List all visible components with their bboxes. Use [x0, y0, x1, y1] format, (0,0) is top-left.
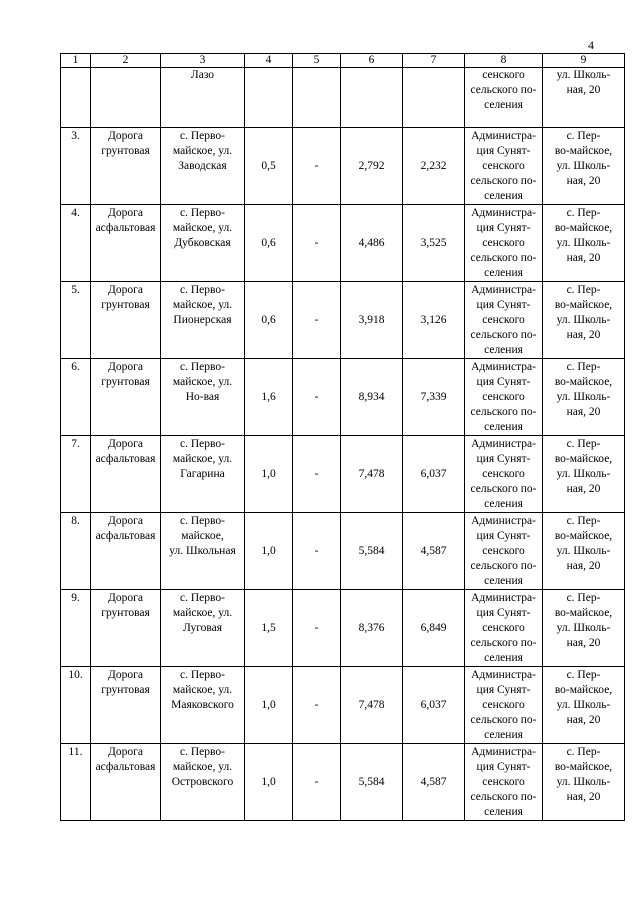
cell-address: с. Пер- во-майское, ул. Школь- ная, 20 — [543, 667, 625, 744]
column-header: 8 — [465, 54, 543, 68]
cell-length: 1,0 — [245, 744, 293, 821]
cell-address: с. Пер- во-майское, ул. Школь- ная, 20 — [543, 282, 625, 359]
cell-address: с. Пер- во-майское, ул. Школь- ная, 20 — [543, 436, 625, 513]
table-row — [61, 513, 625, 590]
page-number: 4 — [588, 38, 594, 52]
cell-owner: сенского сельского по- селения — [465, 68, 543, 128]
cell-owner: Администра- ция Сунят- сенского сельского по- селения — [465, 282, 543, 359]
cell-owner: Администра- ция Сунят- сенского сельского по- селения — [465, 128, 543, 205]
cell-length: 1,5 — [245, 590, 293, 667]
cell-number: 5. — [61, 282, 91, 359]
cell-number: 7. — [61, 436, 91, 513]
cell-col5: - — [293, 436, 341, 513]
cell-length: 0,5 — [245, 128, 293, 205]
cell-road-type: Дорога грунтовая — [91, 667, 161, 744]
cell-col5: - — [293, 513, 341, 590]
cell-col5: - — [293, 359, 341, 436]
cell-road-name: с. Перво- майское, ул. Заводская — [161, 128, 245, 205]
cell-number: 3. — [61, 128, 91, 205]
cell-length: 0,6 — [245, 282, 293, 359]
cell-col5: - — [293, 744, 341, 821]
cell-road-name: с. Перво- майское, ул. Дубковская — [161, 205, 245, 282]
cell-col7: 7,339 — [403, 359, 465, 436]
cell-col5: - — [293, 590, 341, 667]
table-row — [61, 205, 625, 282]
cell-col7: 3,126 — [403, 282, 465, 359]
cell-col6: 5,584 — [341, 744, 403, 821]
cell-road-type: Дорога грунтовая — [91, 590, 161, 667]
cell-address: с. Пер- во-майское, ул. Школь- ная, 20 — [543, 359, 625, 436]
cell-col5: - — [293, 282, 341, 359]
cell-road-type: Дорога асфальтовая — [91, 744, 161, 821]
cell-col6 — [341, 68, 403, 128]
cell-owner: Администра- ция Сунят- сенского сельского по- селения — [465, 359, 543, 436]
cell-col7 — [403, 68, 465, 128]
cell-col7: 3,525 — [403, 205, 465, 282]
cell-length: 0,6 — [245, 205, 293, 282]
column-header: 3 — [161, 54, 245, 68]
column-header: 2 — [91, 54, 161, 68]
cell-owner: Администра- ция Сунят- сенского сельского по- селения — [465, 205, 543, 282]
cell-address: с. Пер- во-майское, ул. Школь- ная, 20 — [543, 513, 625, 590]
cell-length: 1,0 — [245, 513, 293, 590]
cell-number — [61, 68, 91, 128]
column-header: 4 — [245, 54, 293, 68]
continuation-row — [61, 68, 625, 128]
cell-number: 10. — [61, 667, 91, 744]
cell-col7: 4,587 — [403, 513, 465, 590]
cell-address: ул. Школь- ная, 20 — [543, 68, 625, 128]
column-header: 7 — [403, 54, 465, 68]
cell-number: 8. — [61, 513, 91, 590]
cell-road-name: с. Перво- майское, ул. Школьная — [161, 513, 245, 590]
cell-col5 — [293, 68, 341, 128]
cell-road-name: с. Перво- майское, ул. Гагарина — [161, 436, 245, 513]
cell-road-type — [91, 68, 161, 128]
cell-col6: 2,792 — [341, 128, 403, 205]
table-row — [61, 282, 625, 359]
table-row — [61, 359, 625, 436]
cell-col6: 5,584 — [341, 513, 403, 590]
cell-col6: 3,918 — [341, 282, 403, 359]
cell-owner: Администра- ция Сунят- сенского сельского по- селения — [465, 590, 543, 667]
cell-col5: - — [293, 128, 341, 205]
cell-length — [245, 68, 293, 128]
column-header: 1 — [61, 54, 91, 68]
table-row — [61, 436, 625, 513]
cell-col7: 6,849 — [403, 590, 465, 667]
roads-registry-table — [60, 53, 625, 821]
cell-road-type: Дорога асфальтовая — [91, 436, 161, 513]
table-row — [61, 744, 625, 821]
cell-owner: Администра- ция Сунят- сенского сельского по- селения — [465, 513, 543, 590]
cell-owner: Администра- ция Сунят- сенского сельского по- селения — [465, 436, 543, 513]
cell-road-type: Дорога асфальтовая — [91, 205, 161, 282]
cell-col7: 6,037 — [403, 436, 465, 513]
column-header: 5 — [293, 54, 341, 68]
column-header: 6 — [341, 54, 403, 68]
cell-number: 9. — [61, 590, 91, 667]
column-numbers-row — [61, 54, 625, 68]
cell-col6: 4,486 — [341, 205, 403, 282]
column-header: 9 — [543, 54, 625, 68]
cell-road-type: Дорога грунтовая — [91, 128, 161, 205]
cell-col6: 7,478 — [341, 436, 403, 513]
cell-address: с. Пер- во-майское, ул. Школь- ная, 20 — [543, 744, 625, 821]
cell-road-name: с. Перво- майское, ул. Пионерская — [161, 282, 245, 359]
cell-number: 4. — [61, 205, 91, 282]
cell-road-name: с. Перво- майское, ул. Островского — [161, 744, 245, 821]
cell-col7: 2,232 — [403, 128, 465, 205]
cell-col6: 8,934 — [341, 359, 403, 436]
table-row — [61, 128, 625, 205]
table-row — [61, 590, 625, 667]
cell-number: 6. — [61, 359, 91, 436]
cell-owner: Администра- ция Сунят- сенского сельского по- селения — [465, 744, 543, 821]
table-row — [61, 667, 625, 744]
cell-road-name: с. Перво- майское, ул. Луговая — [161, 590, 245, 667]
cell-col6: 8,376 — [341, 590, 403, 667]
cell-length: 1,6 — [245, 359, 293, 436]
cell-length: 1,0 — [245, 436, 293, 513]
cell-road-name: Лазо — [161, 68, 245, 128]
cell-number: 11. — [61, 744, 91, 821]
cell-road-type: Дорога грунтовая — [91, 282, 161, 359]
cell-address: с. Пер- во-майское, ул. Школь- ная, 20 — [543, 128, 625, 205]
cell-road-type: Дорога асфальтовая — [91, 513, 161, 590]
cell-col5: - — [293, 205, 341, 282]
cell-road-name: с. Перво- майское, ул. Маяковского — [161, 667, 245, 744]
cell-col7: 6,037 — [403, 667, 465, 744]
cell-address: с. Пер- во-майское, ул. Школь- ная, 20 — [543, 205, 625, 282]
cell-address: с. Пер- во-майское, ул. Школь- ная, 20 — [543, 590, 625, 667]
cell-length: 1,0 — [245, 667, 293, 744]
cell-col5: - — [293, 667, 341, 744]
cell-col6: 7,478 — [341, 667, 403, 744]
cell-road-type: Дорога грунтовая — [91, 359, 161, 436]
cell-owner: Администра- ция Сунят- сенского сельского по- селения — [465, 667, 543, 744]
cell-road-name: с. Перво- майское, ул. Но-вая — [161, 359, 245, 436]
cell-col7: 4,587 — [403, 744, 465, 821]
